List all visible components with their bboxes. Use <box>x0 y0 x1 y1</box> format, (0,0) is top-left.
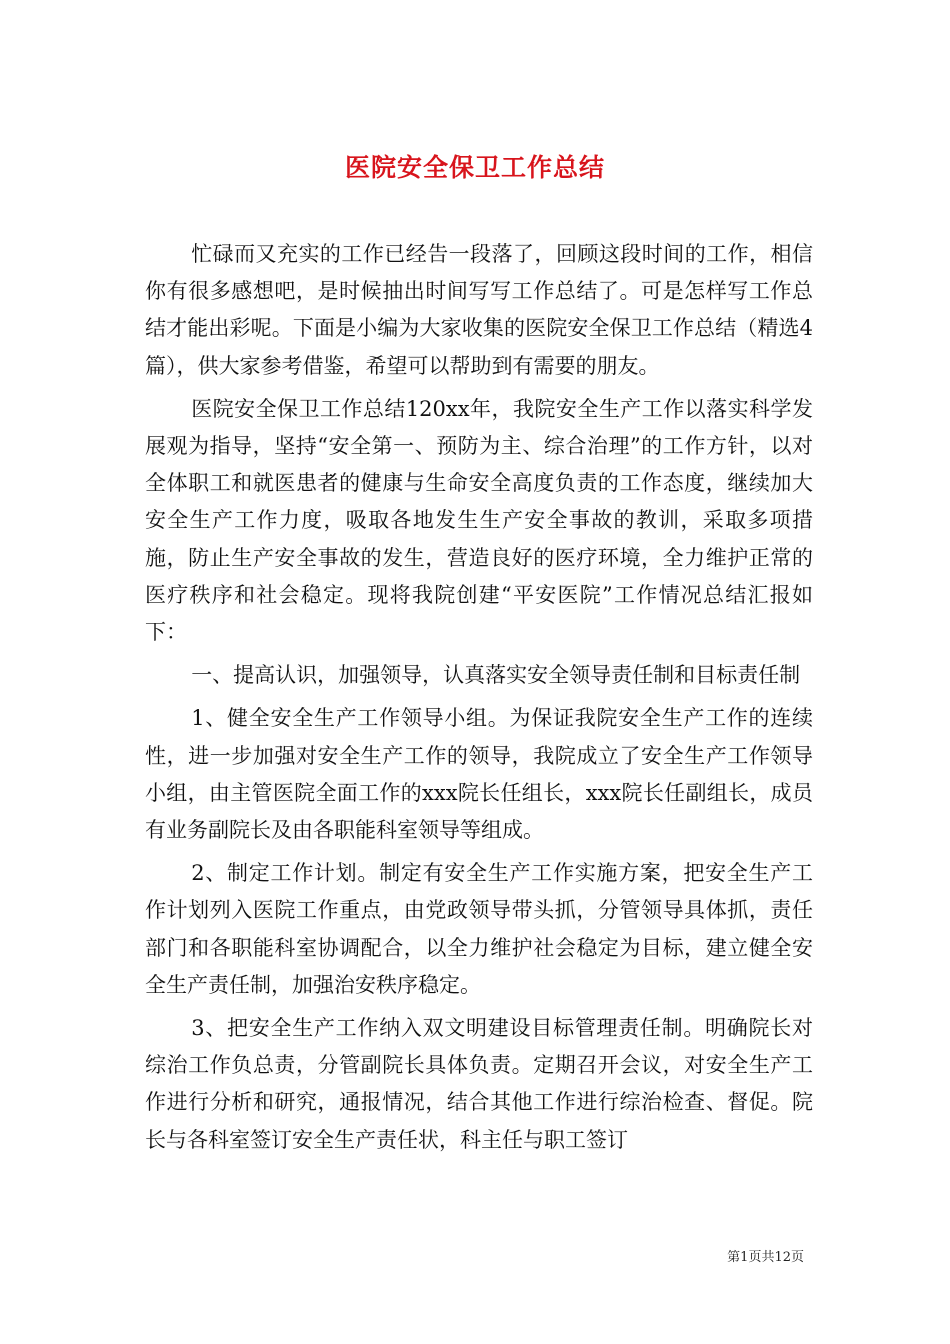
page-number: 第1页共12页 <box>727 1250 804 1265</box>
document-body <box>145 236 813 1165</box>
paragraph-summary-opening: 医院安全保卫工作总结120xx年，我院安全生产工作以落实科学发展观为指导，坚持“安全第一、预防为主、综合治理”的工作方针，以对全体职工和就医患者的健康与生命安全高度负责的工作态度，继续加大安全生产工作力度，吸取各地发生生产安全事故的教训，采取多项措施，防止生产安全事故的发生，营造良好的医疗环境，全力维护正常的医疗秩序和社会稳定。现将我院创建“平安医院”工作情况总结汇报如下： <box>145 396 813 645</box>
document-title: 医院安全保卫工作总结 <box>344 152 605 182</box>
paragraph-item-1: 1、健全安全生产工作领导小组。为保证我院安全生产工作的连续性，进一步加强对安全生产工作的领导，我院成立了安全生产工作领导小组，由主管医院全面工作的xxx院长任组长，xxx院长任副组长，成员有业务副院长及由各职能科室领导等组成。 <box>145 706 813 843</box>
paragraph-item-3: 3、把安全生产工作纳入双文明建设目标管理责任制。明确院长对综治工作负总责，分管副院长具体负责。定期召开会议，对安全生产工作进行分析和研究，通报情况，结合其他工作进行综治检查、督促。院长与各科室签订安全生产责任状，科主任与职工签订 <box>145 1016 813 1152</box>
section-heading-1: 一、提高认识，加强领导，认真落实安全领导责任制和目标责任制 <box>191 663 801 688</box>
paragraph-intro: 忙碌而又充实的工作已经告一段落了，回顾这段时间的工作，相信你有很多感想吧，是时候抽出时间写写工作总结了。可是怎样写工作总结才能出彩呢。下面是小编为大家收集的医院安全保卫工作总结（精选4篇），供大家参考借鉴，希望可以帮助到有需要的朋友。 <box>145 242 813 378</box>
paragraph-item-2: 2、制定工作计划。制定有安全生产工作实施方案，把安全生产工作计划列入医院工作重点，由党政领导带头抓，分管领导具体抓，责任部门和各职能科室协调配合，以全力维护社会稳定为目标，建立健全安全生产责任制，加强治安秩序稳定。 <box>145 861 813 997</box>
